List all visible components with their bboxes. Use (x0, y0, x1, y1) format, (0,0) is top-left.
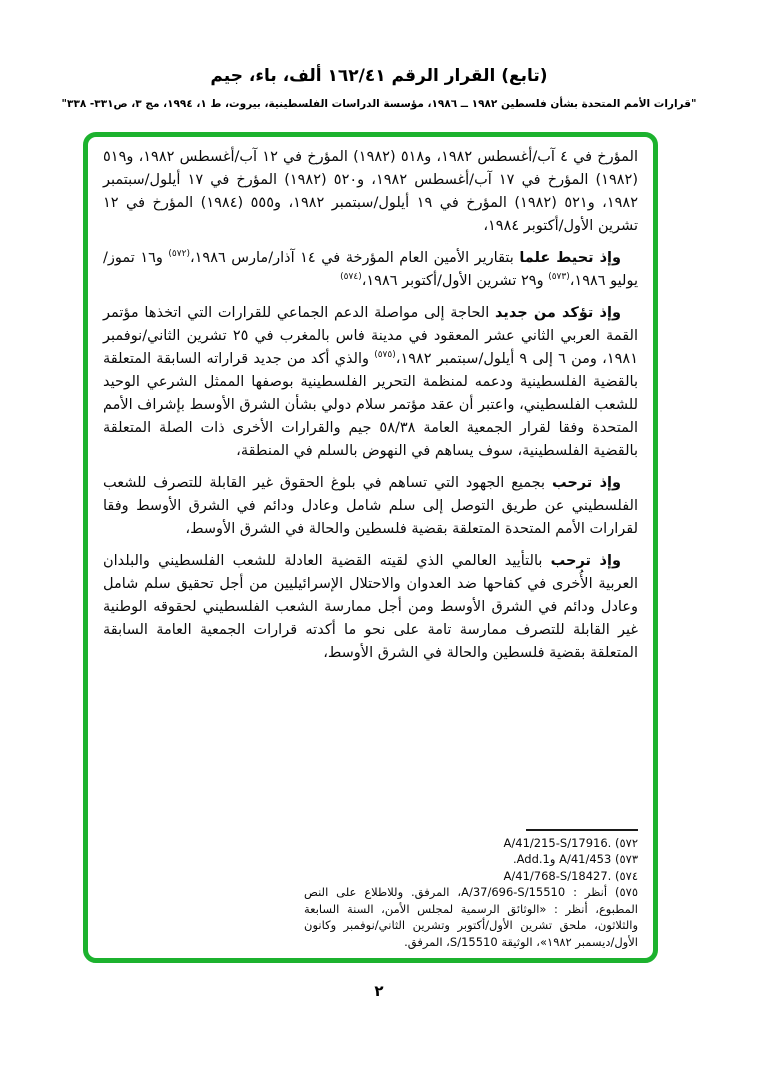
footnote-item: ٥٧٣) A/41/453 وAdd.1. (512, 852, 638, 866)
document-source-line: "قرارات الأمم المتحدة بشأن فلسطين ١٩٨٢ ــ ١٩٨٦، مؤسسة الدراسات الفلسطينية، بيروت، ط ١، ١٩٩٤، مج ٣، ص٣٣١- ٣٣٨" (61, 98, 697, 110)
paragraph: المؤرخ في ٤ آب/أغسطس ١٩٨٢، و٥١٨ (١٩٨٢) المؤرخ في ١٢ آب/أغسطس ١٩٨٢، و٥١٩ (١٩٨٢) المؤرخ في ١٧ آب/أغسطس ١٩٨٢، و٥٢٠ (١٩٨٢) المؤرخ في ١٧ أيلول/سبتمبر ١٩٨٢، و٥٢١ (١٩٨٢) المؤرخ في ١٩ أيلول/سبتمبر ١٩٨٢، و٥٥٥ (١٩٨٤) المؤرخ في ١٢ تشرين الأول/أكتوبر ١٩٨٤، (103, 149, 638, 234)
document-title: (تابع) القرار الرقم ١٦٢/٤١ ألف، باء، جيم (210, 66, 548, 86)
footnote-list (304, 835, 638, 951)
resolution-body-text (103, 146, 638, 665)
paragraph: وإذ تحيط علما بتقارير الأمين العام المؤرخة في ١٤ آذار/مارس ١٩٨٦،$^{(٥٧٢)}$ و١٦ تموز/يوليو ١٩٨٦،$^{(٥٧٣)}$ و٢٩ تشرين الأول/أكتوبر ١٩٨٦،$^{(٥٧٤)}$ (103, 249, 638, 289)
footnote-item: ٥٧٥) أنظر : A/37/696-S/15510، المرفق. وللاطلاع على النص المطبوع، أنظر : «الوثائق الرسمية لمجلس الأمن، السنة السابعة والثلاثون، ملحق تشرين الأول/أكتوبر وتشرين الثاني/نوفمبر وكانون الأول/ديسمبر ١٩٨٢»، الوثيقة S/15510، المرفق. (304, 885, 638, 949)
footnote-marker: ٥٧٥) (607, 885, 638, 899)
green-border-frame (83, 132, 658, 963)
footnote-separator (526, 829, 638, 831)
footnotes-block (304, 829, 638, 951)
footnote-item: ٥٧٢) A/41/215-S/17916. (503, 835, 638, 850)
paragraph: وإذ تؤكد من جديد الحاجة إلى مواصلة الدعم الجماعي للقرارات التي اتخذها مؤتمر القمة العربي الثاني عشر المعقود في مدينة فاس بالمغرب في ٢٥ تشرين الثاني/نوفمبر ١٩٨١، ومن ٦ إلى ٩ أيلول/سبتمبر ١٩٨٢،$^{(٥٧٥)}$ والذي أكد من جديد قراراته السابقة المتعلقة بالقضية الفلسطينية ودعمه لمنظمة التحرير الفلسطينية بوصفها الممثل الشرعي الوحيد للشعب الفلسطيني، واعتبر أن عقد مؤتمر سلام دولي بشأن الشرق الأوسط بإشراف الأمم المتحدة وفقا لقرار الجمعية العامة ٥٨/٣٨ جيم والقرارات الأخرى ذات الصلة المتعلقة بالقضية الفلسطينية، سوف يساهم في النهوض بالسلم في المنطقة، (102, 305, 638, 459)
paragraph: وإذ ترحب بجميع الجهود التي تساهم في بلوغ الحقوق غير القابلة للتصرف للشعب الفلسطيني عن طريق التوصل إلى سلم شامل وعادل ودائم في الشرق الأوسط وفقا لقرارات الأمم المتحدة المتعلقة بقضية فلسطين والحالة في الشرق الأوسط، (103, 475, 638, 537)
footnote-item: ٥٧٤) A/41/768-S/18427. (503, 868, 638, 883)
footnote-marker: ٥٧٤) (611, 868, 638, 883)
page-number: ٢ (374, 982, 384, 1000)
footnote-marker: ٥٧٣) (611, 852, 638, 866)
footnote-marker: ٥٧٢) (611, 835, 638, 850)
paragraph: وإذ ترحب بالتأييد العالمي الذي لقيته القضية العادلة للشعب الفلسطيني والبلدان العربية الأُخرى في كفاحها ضد العدوان والاحتلال الإسرائيليين من أجل تحقيق سلم شامل وعادل ودائم في الشرق الأوسط ومن أجل ممارسة الشعب الفلسطيني لحقوقه الوطنية غير القابلة للتصرف ممارسة تامة على نحو ما أكدته قرارات الجمعية العامة السابقة المتعلقة بقضية فلسطين والحالة في الشرق الأوسط، (103, 553, 638, 661)
